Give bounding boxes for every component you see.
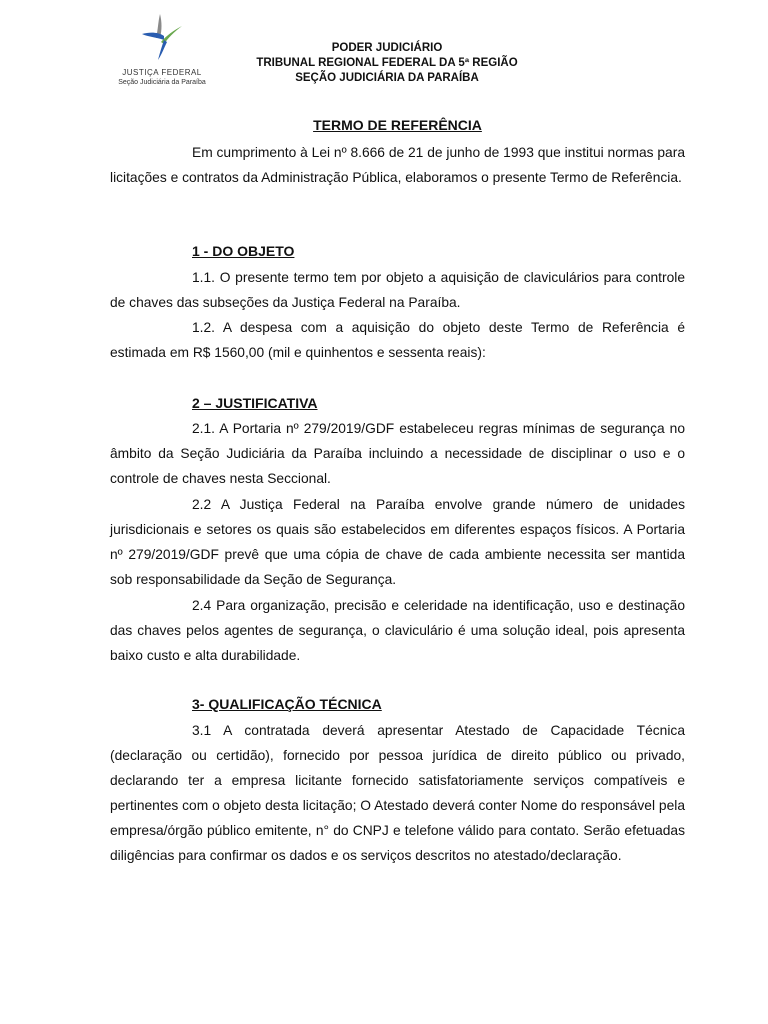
header-poder-judiciario: PODER JUDICIÁRIO [331, 42, 443, 54]
logo-emblem-icon [138, 12, 186, 62]
justica-federal-logo [110, 12, 214, 88]
paragraph-1-1: 1.1. O presente termo tem por objeto a aquisição de claviculários para controle de chaves das subseções da Justiça Federal na Paraíba. [110, 270, 685, 310]
logo-title: JUSTIÇA FEDERAL [122, 68, 202, 77]
section-heading-qualificacao: 3- QUALIFICAÇÃO TÉCNICA [192, 696, 382, 712]
logo-subtitle: Seção Judiciária da Paraíba [118, 79, 206, 86]
intro-paragraph: Em cumprimento à Lei nº 8.666 de 21 de junho de 1993 que institui normas para licitações e contratos da Administração Pública, elaboramos o presente Termo de Referência. [110, 145, 685, 185]
paragraph-3-1: 3.1 A contratada deverá apresentar Atestado de Capacidade Técnica (declaração ou certidão), fornecido por pessoa jurídica de direito público ou privado, declarando ter a empresa licitante fornecido satisfatoriamente serviços compatíveis e pertinentes com o objeto desta licitação; O Atestado deverá conter Nome do responsável pela empresa/órgão público emitente, n° do CNPJ e telefone válido para contato. Serão efetuadas diligências para confirmar os dados e os serviços descritos no atestado/declaração. [110, 723, 685, 863]
header-tribunal: TRIBUNAL REGIONAL FEDERAL DA 5ª REGIÃO [256, 57, 518, 69]
paragraph-2-1: 2.1. A Portaria nº 279/2019/GDF estabeleceu regras mínimas de segurança no âmbito da Seção Judiciária da Paraíba incluindo a necessidade de disciplinar o uso e o controle de chaves nesta Seccional. [110, 421, 685, 486]
paragraph-2-2: 2.2 A Justiça Federal na Paraíba envolve grande número de unidades jurisdicionais e setores os quais são estabelecidos em diferentes espaços físicos. A Portaria nº 279/2019/GDF prevê que uma cópia de chave de cada ambiente necessita ser mantida sob responsabilidade da Seção de Segurança. [110, 497, 685, 587]
section-heading-justificativa: 2 – JUSTIFICATIVA [192, 395, 318, 411]
section-heading-objeto: 1 - DO OBJETO [192, 243, 295, 259]
paragraph-2-4: 2.4 Para organização, precisão e celeridade na identificação, uso e destinação das chaves pelos agentes de segurança, o claviculário é uma solução ideal, pois apresenta baixo custo e alta durabilidade. [110, 598, 685, 663]
paragraph-1-2: 1.2. A despesa com a aquisição do objeto deste Termo de Referência é estimada em R$ 1560,00 (mil e quinhentos e sessenta reais): [110, 320, 685, 360]
document-title: TERMO DE REFERÊNCIA [313, 117, 482, 133]
header-secao: SEÇÃO JUDICIÁRIA DA PARAÍBA [295, 72, 479, 84]
